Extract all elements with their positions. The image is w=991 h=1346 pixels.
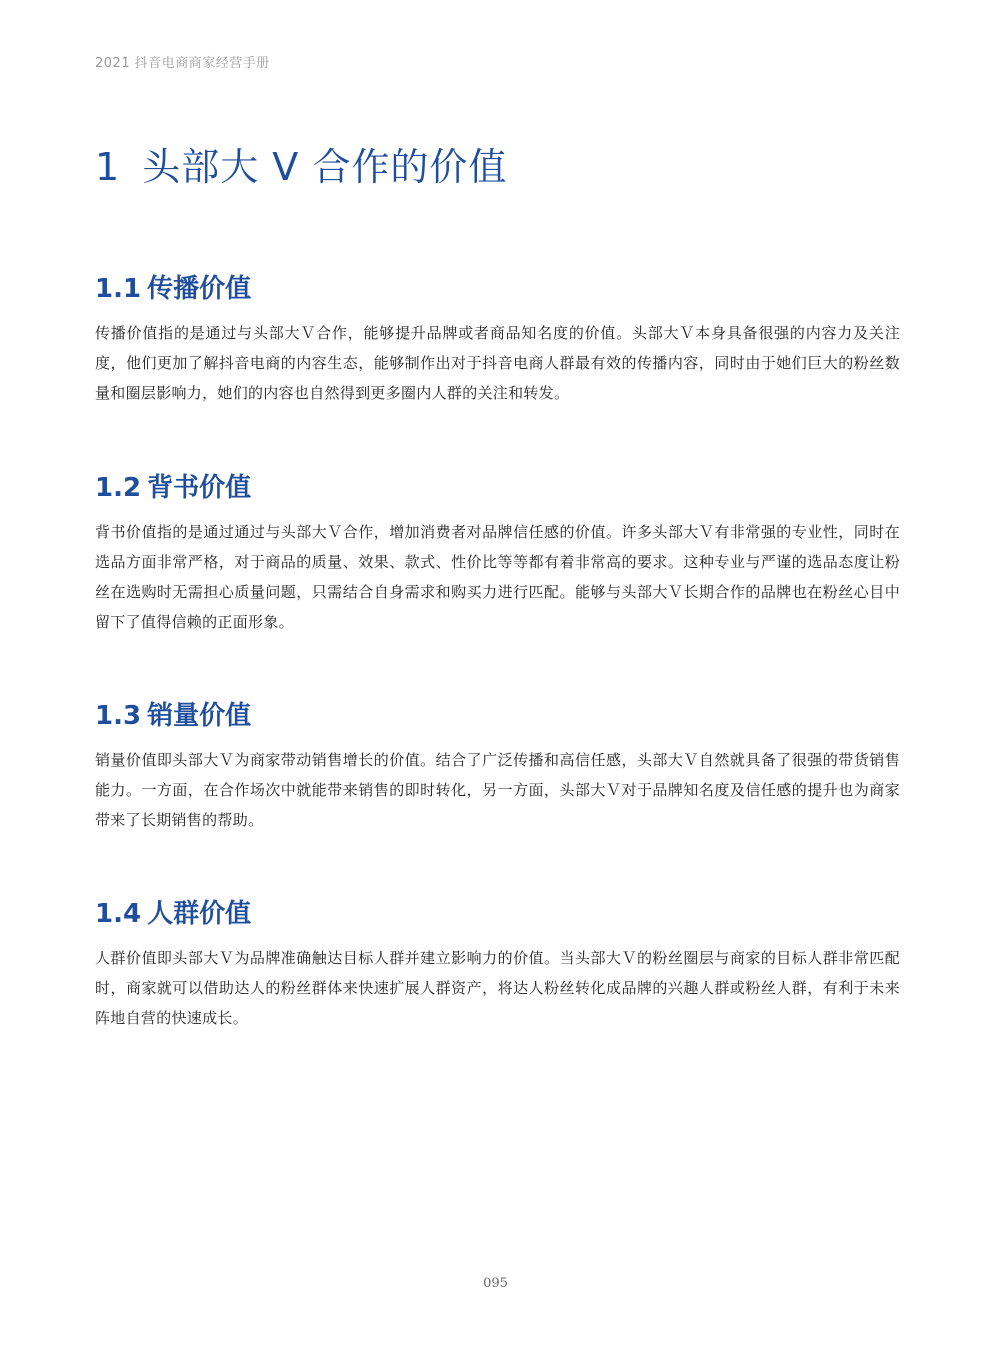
section-body: 人群价值即头部大Ｖ为品牌准确触达目标人群并建立影响力的价值。当头部大Ｖ的粉丝圈层与商家的目标人群非常匹配时，商家就可以借助达人的粉丝群体来快速扩展人群资产，将达人粉丝转化成品牌的兴趣人群或粉丝人群，有利于未来阵地自营的快速成长。 xyxy=(95,949,900,1027)
section-number: 1.3 xyxy=(95,701,142,731)
chapter-title-text: 头部大 V 合作的价值 xyxy=(142,145,508,189)
section-heading xyxy=(95,272,900,306)
section-heading xyxy=(95,699,900,733)
section-1-4 xyxy=(95,897,900,1033)
section-number: 1.2 xyxy=(95,473,142,503)
section-title: 背书价值 xyxy=(147,473,252,503)
section-title: 销量价值 xyxy=(147,701,252,731)
page-number: 095 xyxy=(483,1276,508,1291)
section-number: 1.4 xyxy=(95,899,142,929)
section-body: 传播价值指的是通过与头部大Ｖ合作，能够提升品牌或者商品知名度的价值。头部大Ｖ本身具备很强的内容力及关注度，他们更加了解抖音电商的内容生态，能够制作出对于抖音电商人群最有效的传播内容，同时由于她们巨大的粉丝数量和圈层影响力，她们的内容也自然得到更多圈内人群的关注和转发。 xyxy=(95,324,900,402)
section-body: 背书价值指的是通过通过与头部大Ｖ合作，增加消费者对品牌信任感的价值。许多头部大Ｖ有非常强的专业性，同时在选品方面非常严格，对于商品的质量、效果、款式、性价比等等都有着非常高的要求。这种专业与严谨的选品态度让粉丝在选购时无需担心质量问题，只需结合自身需求和购买力进行匹配。能够与头部大Ｖ长期合作的品牌也在粉丝心目中留下了值得信赖的正面形象。 xyxy=(95,523,900,631)
section-body: 销量价值即头部大Ｖ为商家带动销售增长的价值。结合了广泛传播和高信任感，头部大Ｖ自然就具备了很强的带货销售能力。一方面，在合作场次中就能带来销售的即时转化，另一方面，头部大Ｖ对于品牌知名度及信任感的提升也为商家带来了长期销售的帮助。 xyxy=(95,751,900,829)
section-1-3 xyxy=(95,699,900,835)
section-heading xyxy=(95,897,900,931)
section-1-2 xyxy=(95,471,900,637)
chapter-title xyxy=(95,136,507,191)
section-title: 传播价值 xyxy=(147,274,252,304)
running-header: 2021 抖音电商商家经营手册 xyxy=(95,56,270,71)
section-1-1 xyxy=(95,272,900,408)
chapter-number: 1 xyxy=(95,145,121,189)
section-heading xyxy=(95,471,900,505)
section-number: 1.1 xyxy=(95,274,142,304)
section-title: 人群价值 xyxy=(147,899,252,929)
